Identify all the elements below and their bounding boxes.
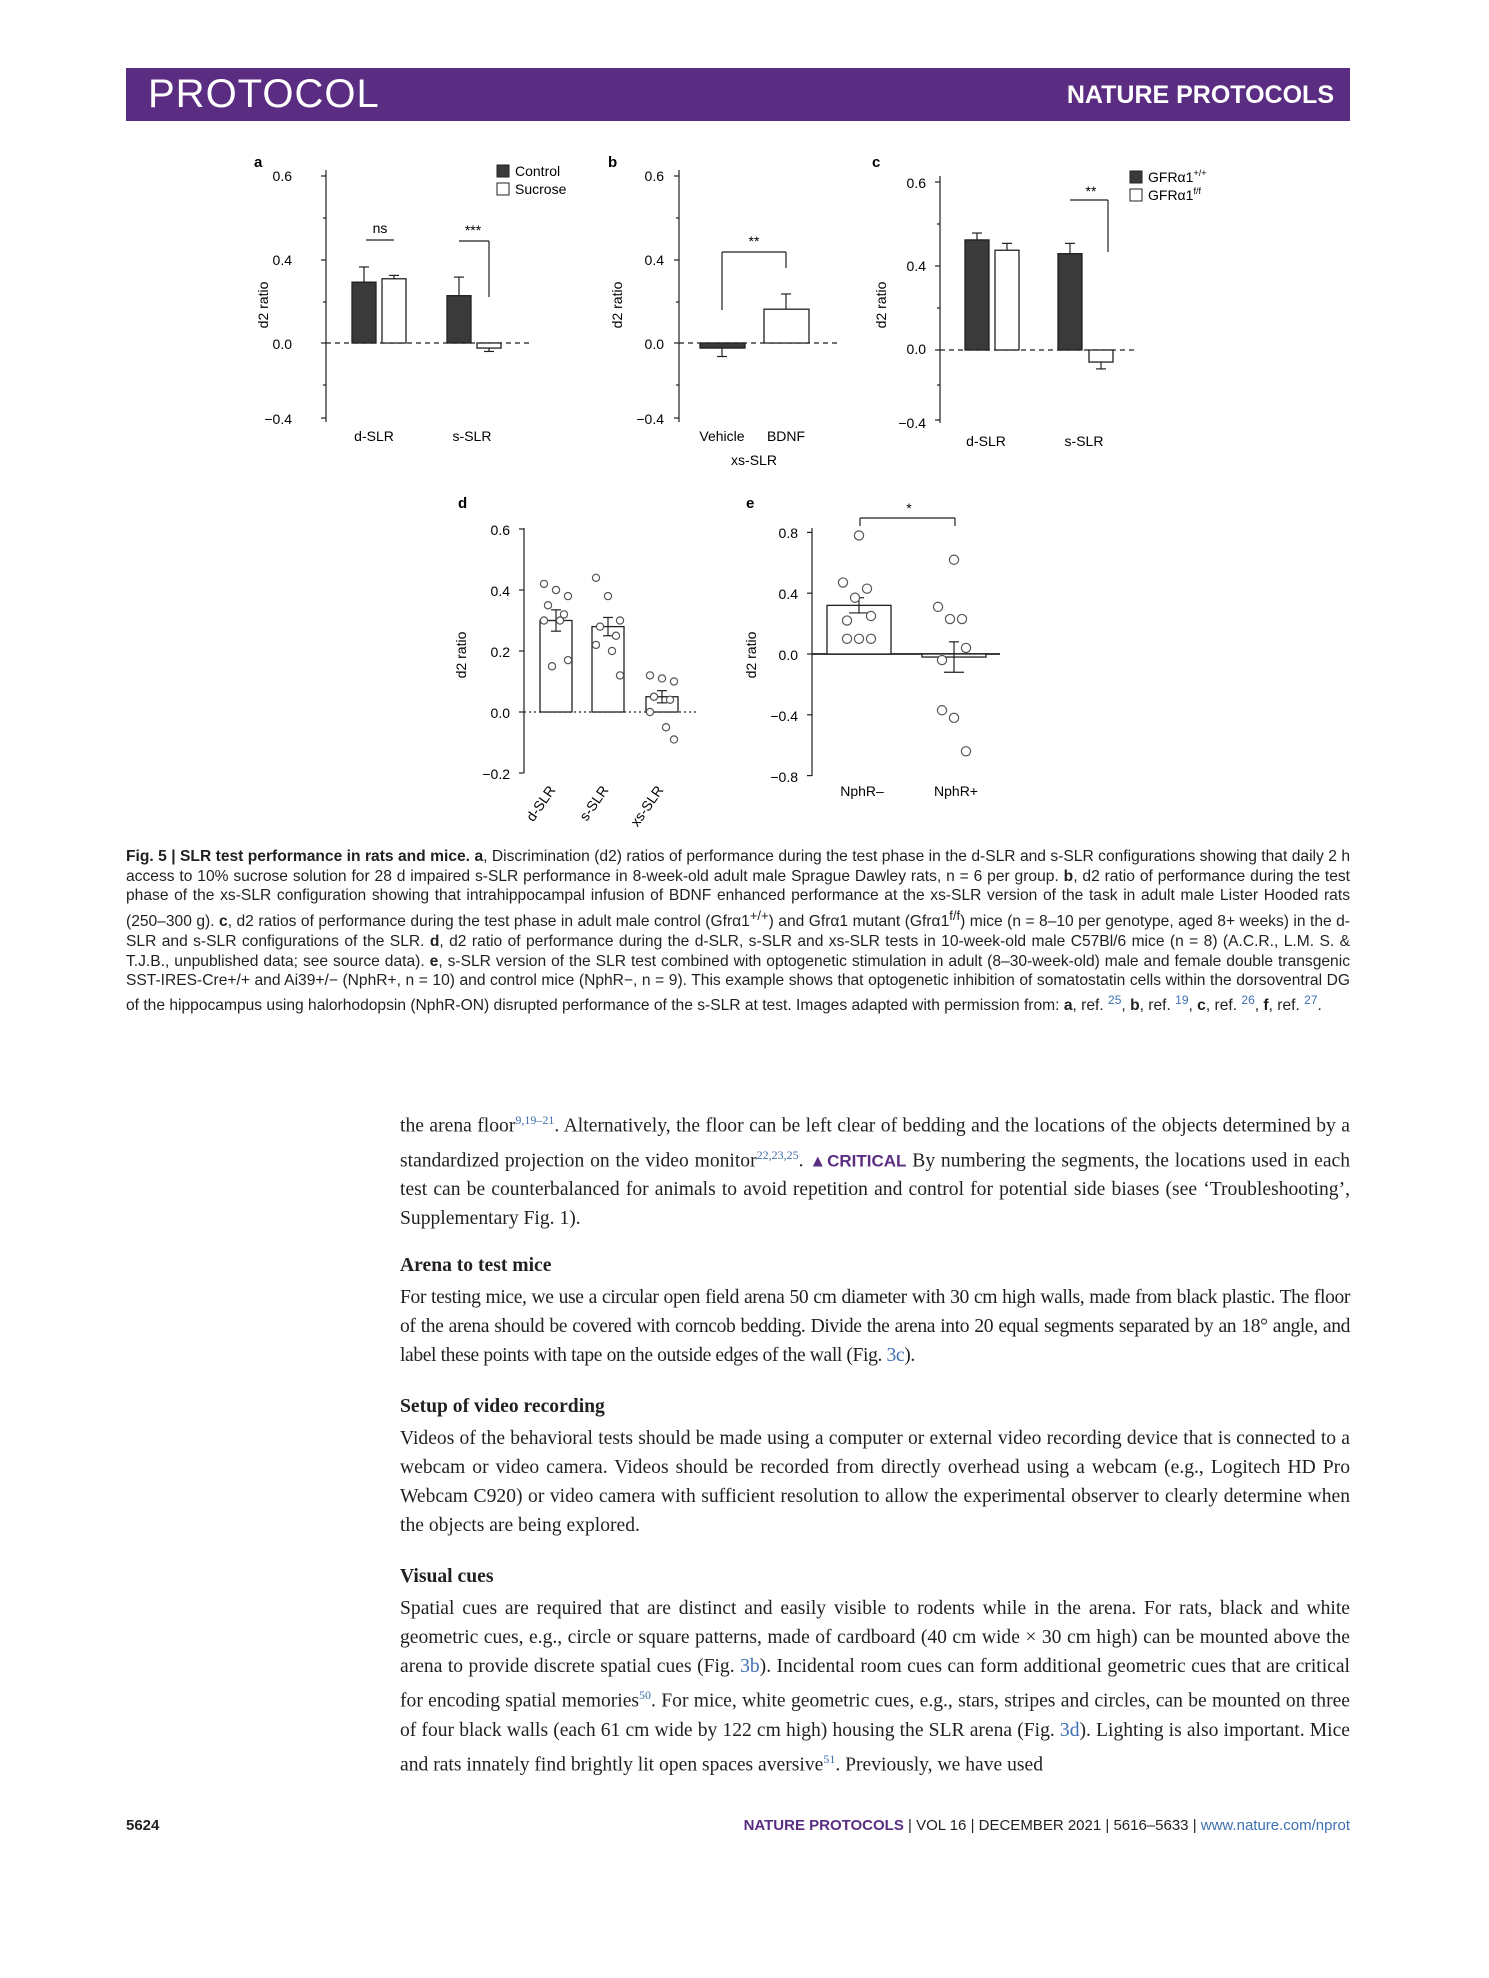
point-d-2-1 (658, 675, 665, 682)
caption-a: a (474, 848, 484, 865)
bar-a-control-1 (447, 296, 471, 343)
x-label-b-bdnf: BDNF (766, 428, 806, 444)
y-tick-d-04: 0.4 (490, 583, 510, 599)
y-axis-label-c: d2 ratio (873, 281, 889, 329)
arena-text-a: For testing mice, we use a circular open field arena 50 cm diameter with 30 cm high walls, made from black plastic. The floor of the arena should be covered with corncob bedding. Divide the arena into 20 equal segments separated by an 18° angle, and label these points with tape on the outside edges of the wall (Fig. (400, 1287, 1350, 1366)
arena-text-b: ). (904, 1345, 915, 1366)
annotation-a-3star: *** (464, 222, 482, 238)
critical-marker: ▲CRITICAL (809, 1151, 907, 1171)
point-d-2-6 (662, 724, 669, 731)
point-d-0-7 (564, 657, 571, 664)
y-tick-a-06: 0.6 (272, 168, 292, 184)
point-d-1-5 (592, 641, 599, 648)
legend-wt: GFRα1+/+ (1148, 168, 1207, 185)
y-tick-e-m04: −0.4 (770, 708, 798, 724)
point-d-0-5 (540, 617, 547, 624)
point-d-2-0 (646, 672, 653, 679)
caption-end: . (1317, 997, 1322, 1015)
point-e-0-3 (850, 593, 859, 602)
paragraph-arena-floor (400, 1106, 1350, 1233)
footer-journal: NATURE PROTOCOLS (743, 1817, 904, 1834)
caption-d-text: , d2 ratio of performance during the d-SLR, s-SLR and xs-SLR tests in 10-week-old male C57Bl/6 mice (n = 8) (A.C.R., L.M. S. & T.J.B., unpublished data; see source data). (126, 933, 1350, 970)
y-tick-d-00: 0.0 (490, 705, 510, 721)
p1-text-a: the arena floor (400, 1115, 516, 1137)
bar-b-vehicle (700, 343, 745, 348)
footer-url[interactable]: www.nature.com/nprot (1200, 1817, 1350, 1834)
ref-50[interactable]: 50 (639, 1688, 652, 1702)
panel-label-a: a (254, 154, 263, 171)
legend-swatch-control (497, 165, 509, 177)
p1-ref-1[interactable]: 9,19–21 (515, 1113, 555, 1127)
ref-51[interactable]: 51 (823, 1751, 836, 1766)
caption-ref-a: , ref. (1072, 997, 1109, 1015)
x-label-e-pos: NphR+ (934, 783, 978, 799)
point-e-1-7 (949, 713, 958, 722)
caption-ref-b-link[interactable]: 19 (1175, 993, 1189, 1008)
point-d-2-4 (666, 696, 673, 703)
y-axis-label-d: d2 ratio (453, 631, 469, 679)
panel-c (872, 154, 1206, 449)
caption-sep: , (1121, 997, 1131, 1015)
footer-pages: 5616–5633 (1113, 1817, 1189, 1834)
x-axis-title-b: xs-SLR (731, 452, 777, 468)
annotation-ns: ns (372, 220, 388, 236)
caption-ref-a-label: a (1063, 997, 1073, 1015)
point-e-1-4 (961, 643, 970, 652)
p1-text-c: . (798, 1150, 810, 1172)
panel-label-d: d (458, 495, 468, 512)
point-d-0-1 (552, 586, 559, 593)
y-tick-d-m02: −0.2 (482, 766, 510, 782)
point-d-1-6 (608, 647, 615, 654)
caption-e: e (429, 952, 439, 970)
y-tick-e-08: 0.8 (778, 525, 798, 541)
visual-text-d: ). Lighting is also important. Mice and rats innately find brightly lit open spaces aversive (400, 1719, 1350, 1776)
point-e-0-8 (866, 634, 875, 643)
journal-name: NATURE PROTOCOLS (1066, 81, 1334, 109)
x-label-a-dslr: d-SLR (354, 428, 394, 444)
caption-ref-c-label: c (1197, 997, 1206, 1015)
x-label-e-neg: NphR– (840, 783, 884, 799)
y-tick-b-04: 0.4 (644, 252, 664, 268)
caption-c-text3: ) mice (n = 8–10 per genotype, aged 8+ weeks) in the d-SLR and s-SLR configurations of the SLR. (126, 913, 1351, 950)
footer-volume: VOL 16 (916, 1817, 967, 1834)
x-label-d-sslr: s-SLR (576, 782, 612, 824)
point-d-2-2 (670, 678, 677, 685)
panel-d (453, 495, 698, 829)
point-d-0-6 (556, 617, 563, 624)
figure-caption (126, 847, 1350, 1016)
fig-3d-link[interactable]: 3d (1059, 1719, 1080, 1741)
caption-ref-f-label: f (1263, 997, 1269, 1015)
caption-c-text2: ) and Gfrα1 mutant (Gfrα1 (768, 913, 950, 931)
caption-title: Fig. 5 | SLR test performance in rats and mice. (126, 848, 471, 865)
point-e-0-7 (854, 634, 863, 643)
caption-b: b (1063, 867, 1074, 885)
caption-c-sup1: +/+ (749, 908, 769, 924)
annotation-c-2star: ** (1085, 183, 1097, 199)
caption-ref-b: , ref. (1139, 997, 1176, 1015)
panel-a (254, 154, 567, 444)
y-tick-c-04: 0.4 (906, 258, 926, 274)
caption-c: c (219, 913, 228, 931)
point-e-1-8 (961, 747, 970, 756)
y-tick-c-06: 0.6 (906, 175, 926, 191)
legend-swatch-sucrose (497, 183, 509, 195)
legend-swatch-ff (1130, 189, 1142, 201)
caption-a-text: , Discrimination (d2) ratios of performance during the test phase in the d-SLR and s-SLR configurations showing that daily 2 h access to 10% sucrose solution for 28 d impaired s-SLR performance in 8-week-old adult male Sprague Dawley rats, n = 6 per group. (126, 848, 1350, 885)
caption-ref-a-link[interactable]: 25 (1108, 993, 1122, 1008)
point-e-0-1 (838, 578, 847, 587)
footer-citation (744, 1817, 1350, 1834)
point-d-1-7 (616, 672, 623, 679)
point-d-2-7 (670, 736, 677, 743)
footer-date: DECEMBER 2021 (978, 1817, 1102, 1834)
x-label-c-dslr: d-SLR (966, 433, 1006, 449)
y-tick-c-00: 0.0 (906, 341, 926, 357)
caption-ref-c-link[interactable]: 26 (1241, 993, 1255, 1008)
footer-sep: | (1188, 1817, 1201, 1834)
bar-c-1-1 (1089, 350, 1113, 362)
bar-c-0-1 (1058, 254, 1082, 350)
p1-text-d: By numbering the segments, the locations used in each test can be counterbalanced for animals to avoid repetition and control for potential side biases (see ‘Troubleshooting’, Supplementary Fig. 1). (400, 1150, 1351, 1230)
y-tick-d-02: 0.2 (490, 644, 510, 660)
caption-c-sup2: f/f (949, 908, 961, 924)
bar-d-s-slr (592, 627, 624, 712)
caption-ref-f-link[interactable]: 27 (1304, 993, 1318, 1008)
legend-ff: $GFR\alpha 1^{f/f}$ (1148, 186, 1201, 203)
point-e-0-5 (842, 616, 851, 625)
bar-b-bdnf (764, 309, 809, 343)
panel-b (608, 154, 838, 468)
y-tick-b-m04: −0.4 (636, 411, 664, 427)
point-e-0-0 (854, 531, 863, 540)
y-tick-e-00: 0.0 (778, 647, 798, 663)
caption-ref-c: , ref. (1205, 997, 1242, 1015)
x-label-d-dslr: d-SLR (522, 782, 559, 825)
x-label-b-vehicle: Vehicle (699, 428, 745, 444)
fig-3b-link[interactable]: 3b (740, 1656, 760, 1677)
x-label-d-xsslr: xs-SLR (627, 782, 667, 830)
heading-video: Setup of video recording (400, 1396, 605, 1417)
y-tick-a-00: 0.0 (272, 336, 292, 352)
caption-sep: , (1188, 997, 1198, 1015)
p1-text-b: . Alternatively, the floor can be left clear of bedding and the locations of the objects determined by a standardized projection on the video monitor (400, 1115, 1351, 1172)
heading-visual-cues: Visual cues (400, 1566, 494, 1587)
fig-3c-link[interactable]: 3c (886, 1345, 905, 1366)
annotation-e-star: * (906, 500, 912, 516)
footer-sep: | (1101, 1817, 1114, 1834)
point-d-1-4 (612, 632, 619, 639)
heading-arena-mice: Arena to test mice (400, 1255, 552, 1276)
panel-label-c: c (872, 154, 881, 171)
caption-d: d (429, 933, 440, 950)
panel-label-e: e (746, 495, 755, 512)
point-e-0-4 (866, 611, 875, 620)
y-tick-d-06: 0.6 (490, 522, 510, 538)
caption-ref-b-label: b (1130, 997, 1140, 1015)
caption-sep: , (1254, 997, 1264, 1015)
panel-e (743, 495, 1000, 799)
legend-control: Control (515, 163, 561, 179)
visual-text-a: Spatial cues are required that are distinct and easily visible to rodents while in the arena. For rats, black and white geometric cues, e.g., circle or square patterns, made of cardboard (40 cm wide × 30 cm high) can be mounted above the arena to provide discrete spatial cues (Fig. (400, 1598, 1350, 1677)
point-d-1-0 (592, 574, 599, 581)
point-d-0-0 (540, 580, 547, 587)
point-d-1-1 (604, 593, 611, 600)
point-d-1-2 (616, 617, 623, 624)
y-tick-a-04: 0.4 (272, 252, 292, 268)
point-e-0-2 (862, 584, 871, 593)
point-d-0-2 (564, 593, 571, 600)
point-d-0-8 (548, 663, 555, 670)
caption-e-text: , s-SLR version of the SLR test combined with optogenetic stimulation in adult (8–30-week-old) male and female double transgenic SST-IRES-Cre+/+ and Ai39+/− (NphR+, n = 10) and control mice (NphR−, n = 9). This example shows that optogenetic inhibition of somatostatin cells within the dorsoventral DG of the hippocampus using halorhodopsin (NphR-ON) disrupted performance of the s-SLR at test. Images adapted with permission from: (126, 952, 1350, 1015)
point-e-1-1 (933, 602, 942, 611)
x-label-c-sslr: s-SLR (1064, 433, 1104, 449)
point-e-0-6 (842, 634, 851, 643)
paragraph-visual-cues (400, 1594, 1350, 1779)
section-label: PROTOCOL (148, 72, 380, 116)
caption-c-text1: , d2 ratios of performance during the test phase in adult male control (Gfrα1 (227, 913, 750, 931)
y-tick-e-m08: −0.8 (770, 769, 798, 785)
visual-text-e: . Previously, we have used (835, 1754, 1044, 1776)
point-d-1-3 (596, 623, 603, 630)
footer-sep: | (903, 1817, 917, 1834)
point-e-1-3 (945, 614, 954, 623)
p1-ref-2[interactable]: 22,23,25 (756, 1147, 799, 1162)
y-tick-b-00: 0.0 (644, 336, 664, 352)
point-e-1-5 (937, 655, 946, 664)
visual-text-b: ). Incidental room cues can form additional geometric cues that are critical for encoding spatial memories (400, 1656, 1350, 1712)
x-label-a-sslr: s-SLR (452, 428, 492, 444)
bar-c-1-0 (995, 250, 1019, 350)
page-number: 5624 (126, 1817, 160, 1834)
y-axis-label-b: d2 ratio (609, 281, 625, 329)
y-tick-c-m04: −0.4 (898, 415, 926, 431)
caption-b-text: , d2 ratio of performance during the test phase of the xs-SLR configuration showing that intrahippocampal infusion of BDNF enhanced performance at the xs-SLR version of the task in adult male Lister Hooded rats (250–300 g). (126, 867, 1351, 931)
panel-label-b: b (608, 154, 618, 171)
point-e-1-0 (949, 555, 958, 564)
caption-ref-f: , ref. (1268, 997, 1305, 1015)
visual-text-c: . For mice, white geometric cues, e.g., stars, stripes and circles, can be mounted on three of four black walls (each 61 cm wide by 122 cm high) housing the SLR arena (Fig. (400, 1690, 1350, 1741)
bar-a-sucrose-1 (477, 343, 501, 348)
annotation-b-2star: ** (748, 233, 760, 249)
point-d-2-3 (650, 693, 657, 700)
bar-c-0-0 (965, 240, 989, 350)
point-d-0-3 (544, 602, 551, 609)
point-e-1-2 (957, 614, 966, 623)
figure-5 (0, 0, 1489, 840)
footer-sep: | (966, 1817, 979, 1834)
y-tick-b-06: 0.6 (644, 168, 664, 184)
paragraph-video: Videos of the behavioral tests should be made using a computer or external video recording device that is connected to a webcam or video camera. Videos should be recorded from directly overhead using a webcam (e.g., Logitech HD Pro Webcam C920) or video camera with sufficient resolution to allow the experimental observer to clearly determine when the objects are being explored. (400, 1428, 1350, 1536)
point-d-2-5 (646, 708, 653, 715)
bar-a-control-0 (352, 282, 376, 343)
y-axis-label-e: d2 ratio (743, 631, 759, 679)
paragraph-arena-mice (400, 1283, 1350, 1370)
y-tick-e-04: 0.4 (778, 586, 798, 602)
bar-a-sucrose-0 (382, 279, 406, 343)
y-axis-label-a: d2 ratio (255, 281, 271, 329)
legend-swatch-wt (1130, 171, 1142, 183)
point-e-1-6 (937, 706, 946, 715)
legend-sucrose: Sucrose (515, 181, 567, 197)
y-tick-a-m04: −0.4 (264, 411, 292, 427)
